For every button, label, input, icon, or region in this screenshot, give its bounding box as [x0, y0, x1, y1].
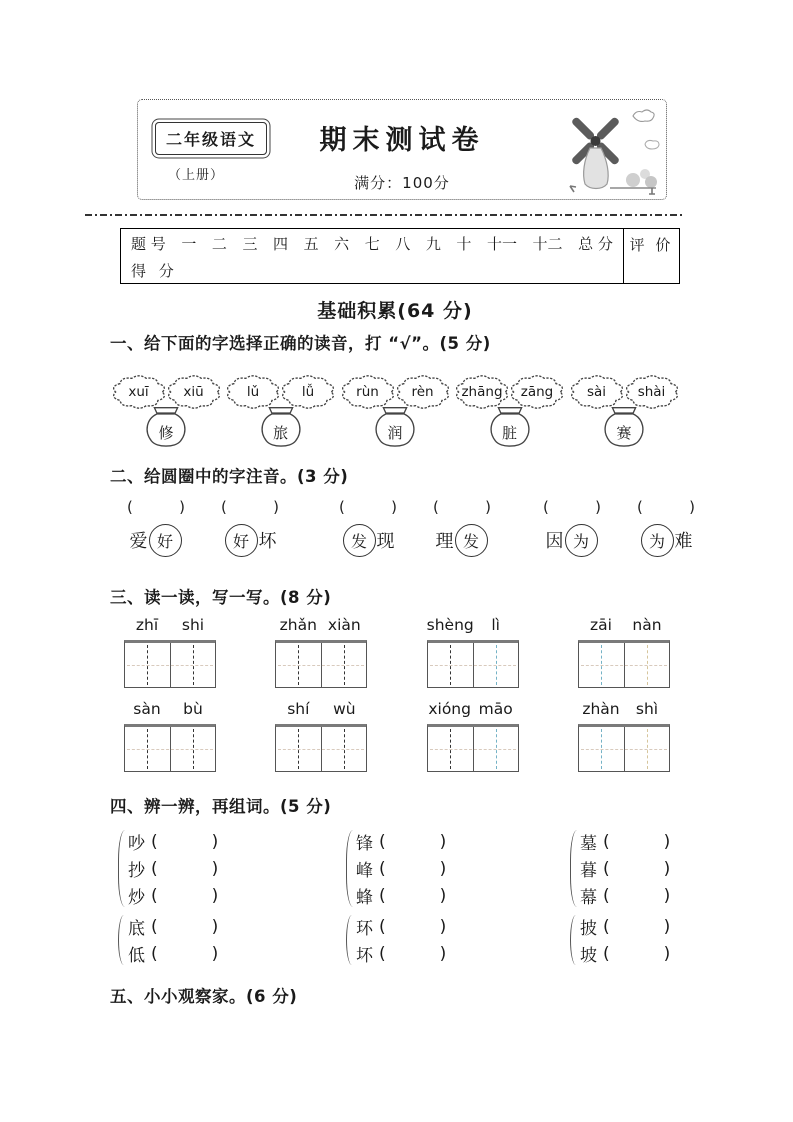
pinyin-syllable: shì	[635, 700, 659, 718]
character-group: 披 ( ) 坡 ( )	[570, 913, 740, 967]
annotation-unit	[422, 498, 502, 560]
writing-unit	[124, 700, 216, 772]
col-label: 十一	[486, 234, 517, 253]
col-label: 二	[211, 234, 227, 253]
character-jar-icon	[137, 405, 195, 450]
col-label: 九	[425, 234, 441, 253]
pinyin-cloud-option[interactable]: rùn	[341, 372, 395, 412]
compare-character: 披	[580, 919, 597, 939]
col-label: 一	[181, 234, 197, 253]
dashed-cut-line	[85, 214, 685, 216]
plain-character: 爱	[129, 531, 148, 552]
pinyin-cloud-option[interactable]: xuī	[112, 372, 166, 412]
character-jar-icon	[595, 405, 653, 450]
left-brace	[570, 915, 577, 965]
writing-row-1	[124, 616, 670, 688]
annotation-unit	[626, 498, 706, 560]
score-table-header-row	[121, 229, 623, 257]
answer-brackets[interactable]: ( )	[221, 498, 279, 516]
character-jar-icon	[252, 405, 310, 450]
left-brace	[118, 830, 125, 907]
pinyin-cloud-option[interactable]: lǚ	[281, 372, 335, 412]
compare-character: 抄	[128, 861, 145, 881]
writing-grid[interactable]	[275, 724, 367, 772]
writing-unit	[578, 616, 670, 688]
writing-unit	[275, 700, 367, 772]
writing-unit	[427, 700, 519, 772]
plain-character: 理	[435, 531, 454, 552]
compare-character: 吵	[128, 834, 145, 854]
question-3-title: 三、读一读，写一写。(8 分)	[110, 588, 332, 607]
writing-unit	[275, 616, 367, 688]
pinyin-syllable: shèng	[426, 616, 474, 634]
pinyin-syllable: shí	[287, 700, 310, 718]
col-label: 八	[395, 234, 411, 253]
target-character: 赛	[616, 424, 632, 442]
question-1-options	[112, 372, 678, 450]
col-label: 七	[364, 234, 380, 253]
compare-character: 低	[128, 946, 145, 966]
question-5-title: 五、小小观察家。(6 分)	[110, 987, 298, 1006]
writing-grid[interactable]	[578, 724, 670, 772]
compare-character: 环	[356, 919, 373, 939]
annotation-unit	[532, 498, 612, 560]
answer-brackets[interactable]: ( )	[637, 498, 695, 516]
pinyin-syllable: wù	[333, 700, 356, 718]
pinyin-syllable: bù	[183, 700, 203, 718]
plain-character: 难	[674, 531, 693, 552]
pinyin-syllable: nàn	[632, 616, 662, 634]
character-group: 吵 ( ) 抄 ( ) 炒 ( )	[118, 828, 288, 909]
section-title: 基础积累(64 分)	[317, 300, 473, 322]
character-group: 墓 ( ) 暮 ( ) 幕 ( )	[570, 828, 740, 909]
score-row	[121, 257, 623, 283]
writing-unit	[427, 616, 519, 688]
writing-grid[interactable]	[275, 640, 367, 688]
circled-character: 发	[455, 524, 488, 557]
pinyin-option-group	[570, 372, 678, 450]
answer-brackets[interactable]: ( )	[433, 498, 491, 516]
character-jar-icon	[366, 405, 424, 450]
answer-brackets[interactable]: ( )	[127, 498, 185, 516]
circled-character: 为	[565, 524, 598, 557]
writing-grid[interactable]	[427, 724, 519, 772]
question-number-label: 题 号	[131, 234, 166, 253]
pinyin-cloud-option[interactable]: rèn	[396, 372, 450, 412]
circled-character: 好	[225, 524, 258, 557]
left-brace	[346, 915, 353, 965]
score-label: 得 分	[131, 261, 178, 280]
circled-character: 发	[343, 524, 376, 557]
writing-grid[interactable]	[427, 640, 519, 688]
page-title: 期末测试卷	[319, 125, 485, 156]
col-label: 十二	[532, 234, 563, 253]
pinyin-option-group	[456, 372, 564, 450]
pinyin-syllable: māo	[478, 700, 513, 718]
annotation-unit	[210, 498, 290, 560]
col-label: 六	[334, 234, 350, 253]
annotation-unit	[116, 498, 196, 560]
col-label: 五	[303, 234, 319, 253]
writing-unit	[578, 700, 670, 772]
writing-unit	[124, 616, 216, 688]
volume-label: （上册）	[168, 168, 225, 183]
pinyin-syllable: zhī	[135, 616, 159, 634]
pinyin-syllable: lì	[491, 616, 500, 634]
pinyin-cloud-option[interactable]: zāng	[510, 372, 564, 412]
pinyin-cloud-option[interactable]: xiū	[167, 372, 221, 412]
target-character: 脏	[501, 424, 517, 442]
col-label: 三	[242, 234, 258, 253]
circled-character: 好	[149, 524, 182, 557]
pinyin-cloud-option[interactable]: zhāng	[455, 372, 509, 412]
target-character: 旅	[272, 424, 288, 442]
character-group: 锋 ( ) 峰 ( ) 蜂 ( )	[346, 828, 516, 909]
left-brace	[118, 915, 125, 965]
pinyin-cloud-option[interactable]: sài	[570, 372, 624, 412]
pinyin-syllable: shi	[181, 616, 205, 634]
character-jar-icon	[481, 405, 539, 450]
writing-grid[interactable]	[578, 640, 670, 688]
pinyin-option-group	[112, 372, 220, 450]
pinyin-cloud-option[interactable]: shài	[625, 372, 679, 412]
windmill-icon	[550, 104, 662, 198]
writing-grid[interactable]	[124, 640, 216, 688]
compare-character: 炒	[128, 888, 145, 908]
pinyin-syllable: zāi	[590, 616, 612, 634]
score-table	[120, 228, 680, 284]
pinyin-option-group	[341, 372, 449, 450]
circled-character: 为	[641, 524, 674, 557]
pinyin-option-group	[227, 372, 335, 450]
exam-header	[137, 99, 667, 200]
question-4-items	[114, 828, 714, 973]
writing-grid[interactable]	[124, 724, 216, 772]
character-group: 环 ( ) 坏 ( )	[346, 913, 516, 967]
pinyin-syllable: sàn	[133, 700, 161, 718]
pinyin-syllable: xiàn	[327, 616, 361, 634]
plain-character: 现	[376, 531, 395, 552]
compare-character: 底	[128, 919, 145, 939]
question-2-title: 二、给圆圈中的字注音。(3 分)	[110, 467, 349, 486]
compare-character: 暮	[580, 861, 597, 881]
compare-character: 幕	[580, 888, 597, 908]
grade-label: 二年级语文	[155, 122, 267, 155]
plain-character: 因	[545, 531, 564, 552]
total-score-label: 总 分	[578, 234, 613, 253]
pinyin-syllable: zhàn	[582, 700, 620, 718]
character-group: 底 ( ) 低 ( )	[118, 913, 288, 967]
question-4-title: 四、辨一辨，再组词。(5 分)	[110, 797, 332, 816]
compare-character: 坏	[356, 946, 373, 966]
pinyin-syllable: zhǎn	[279, 616, 317, 634]
annotation-unit	[328, 498, 408, 560]
evaluation-label: 评 价	[629, 236, 674, 254]
compare-character: 坡	[580, 946, 597, 966]
target-character: 润	[387, 424, 403, 442]
compare-character: 峰	[356, 861, 373, 881]
target-character: 修	[158, 424, 174, 442]
pinyin-syllable: xióng	[428, 700, 471, 718]
col-label: 四	[273, 234, 289, 253]
left-brace	[570, 830, 577, 907]
pinyin-cloud-option[interactable]: lǔ	[226, 372, 280, 412]
full-score-label: 满分：100分	[354, 174, 450, 192]
compare-character: 墓	[580, 834, 597, 854]
left-brace	[346, 830, 353, 907]
question-2-items	[112, 498, 712, 570]
answer-brackets[interactable]: ( )	[339, 498, 397, 516]
answer-brackets[interactable]: ( )	[543, 498, 601, 516]
writing-row-2	[124, 700, 670, 772]
col-label: 十	[456, 234, 472, 253]
evaluation-cell	[623, 229, 679, 283]
plain-character: 坏	[258, 531, 277, 552]
question-1-title: 一、给下面的字选择正确的读音，打 “√”。(5 分)	[110, 334, 491, 353]
compare-character: 锋	[356, 834, 373, 854]
compare-character: 蜂	[356, 888, 373, 908]
